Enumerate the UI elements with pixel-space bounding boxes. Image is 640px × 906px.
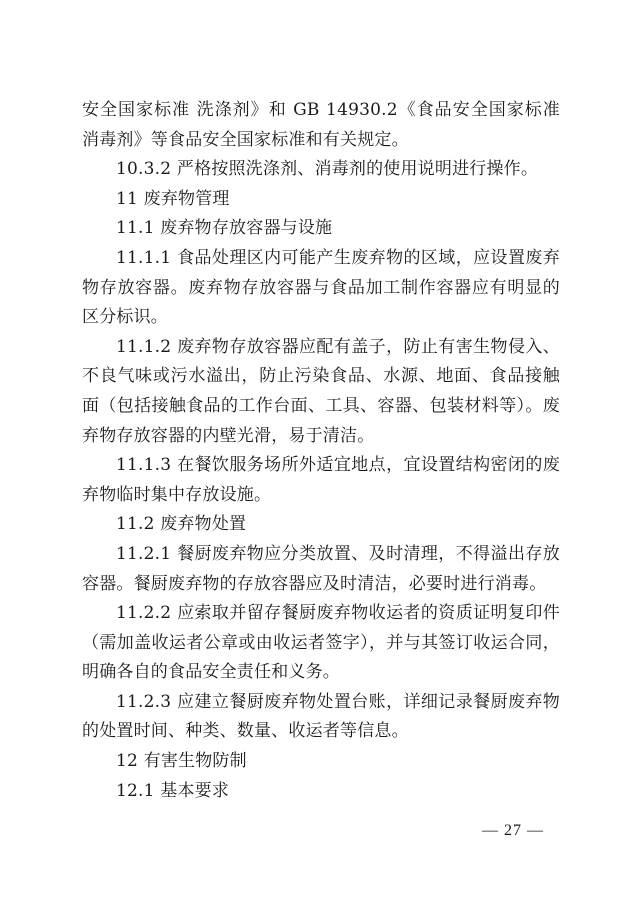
subsection-heading: 11.1 废弃物存放容器与设施 (116, 218, 333, 239)
paragraph: 安全国家标准 洗涤剂》和 GB 14930.2《食品安全国家标准 消毒剂》等食品安全国家标准和有关规定。 (82, 100, 560, 150)
subsection-heading: 12.1 基本要求 (116, 780, 230, 801)
section-heading: 12 有害生物防制 (116, 751, 247, 772)
paragraph: 10.3.2 严格按照洗涤剂、消毒剂的使用说明进行操作。 (116, 159, 539, 180)
paragraph: 11.1.1 食品处理区内可能产生废弃物的区域，应设置废弃物存放容器。废弃物存放容器与食品加工制作容器应有明显的区分标识。 (82, 247, 560, 328)
body-text (82, 96, 560, 806)
section-heading: 11 废弃物管理 (116, 188, 230, 209)
paragraph: 11.1.2 废弃物存放容器应配有盖子，防止有害生物侵入、不良气味或污水溢出，防止污染食品、水源、地面、食品接触面（包括接触食品的工作台面、工具、容器、包装材料等）。废弃物存放容器的内壁光滑，易于清洁。 (82, 336, 560, 446)
subsection-heading: 11.2 废弃物处置 (116, 514, 247, 535)
paragraph: 11.1.3 在餐饮服务场所外适宜地点，宜设置结构密闭的废弃物临时集中存放设施。 (82, 455, 560, 505)
paragraph: 11.2.3 应建立餐厨废弃物处置台账，详细记录餐厨废弃物的处置时间、种类、数量、收运者等信息。 (82, 691, 560, 742)
paragraph: 11.2.2 应索取并留存餐厨废弃物收运者的资质证明复印件（需加盖收运者公章或由收运者签字），并与其签订收运合同，明确各自的食品安全责任和义务。 (82, 603, 560, 683)
page-number: — 27 — (482, 822, 544, 839)
paragraph: 11.2.1 餐厨废弃物应分类放置、及时清理，不得溢出存放容器。餐厨废弃物的存放容器应及时清洁，必要时进行消毒。 (82, 543, 560, 594)
